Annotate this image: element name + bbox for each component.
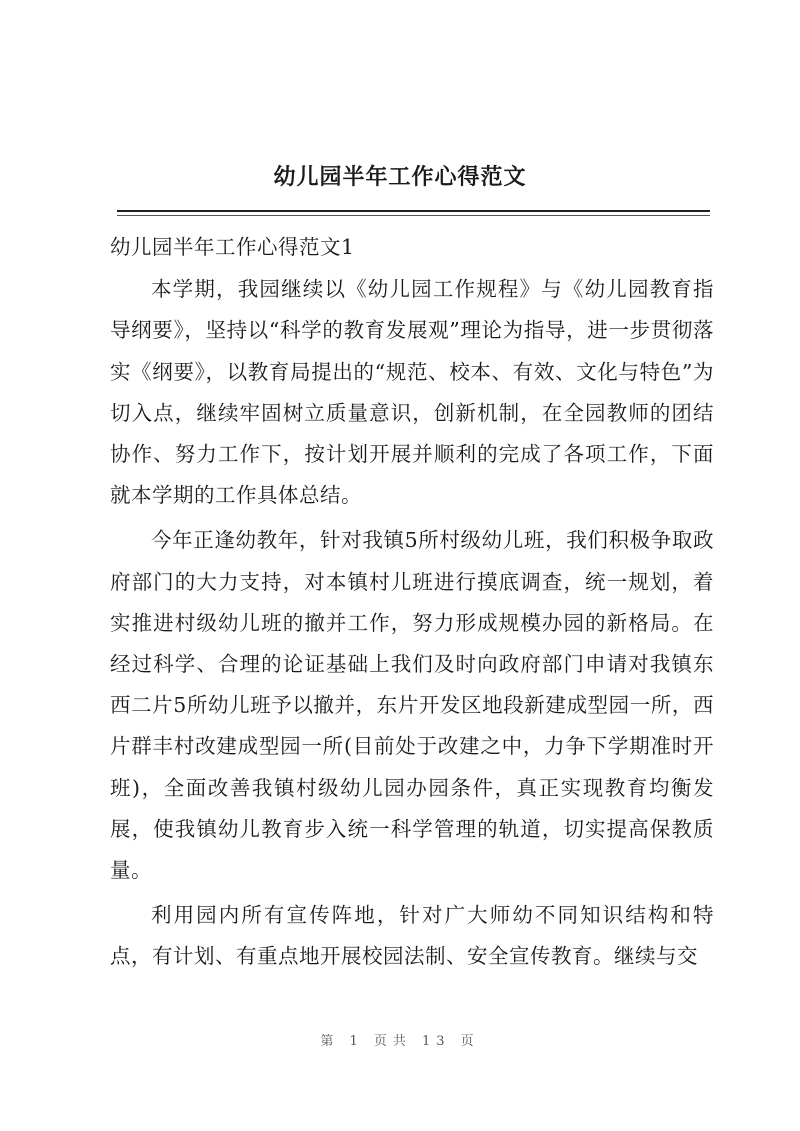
document-body [110,227,714,982]
section-heading: 幼儿园半年工作心得范文1 [110,235,355,259]
page-footer: 第 1 页共 13 页 [320,1034,480,1049]
document-title: 幼儿园半年工作心得范文 [273,164,527,190]
paragraph-3: 利用园内所有宣传阵地，针对广大师幼不同知识结构和特点，有计划、有重点地开展校园法制、安全宣传教育。继续与交 [110,903,714,969]
title-rule-thick [117,210,710,212]
paragraph-1: 本学期，我园继续以《幼儿园工作规程》与《幼儿园教育指导纲要》，坚持以“科学的教育发展观”理论为指导，进一步贯彻落实《纲要》，以教育局提出的“规范、校本、有效、文化与特色”为切入点，继续牢固树立质量意识，创新机制，在全园教师的团结协作、努力工作下，按计划开展并顺利的完成了各项工作，下面就本学期的工作具体总结。 [110,277,714,508]
paragraph-2: 今年正逢幼教年，针对我镇5所村级幼儿班，我们积极争取政府部门的大力支持，对本镇村儿班进行摸底调查，统一规划，着实推进村级幼儿班的撤并工作，努力形成规模办园的新格局。在经过科学、合理的论证基础上我们及时向政府部门申请对我镇东西二片5所幼儿班予以撤并，东片开发区地段新建成型园一所，西片群丰村改建成型园一所(目前处于改建之中，力争下学期准时开班)，全面改善我镇村级幼儿园办园条件，真正实现教育均衡发展，使我镇幼儿教育步入统一科学管理的轨道，切实提高保教质量。 [110,528,714,883]
title-rule-thin [117,215,710,216]
